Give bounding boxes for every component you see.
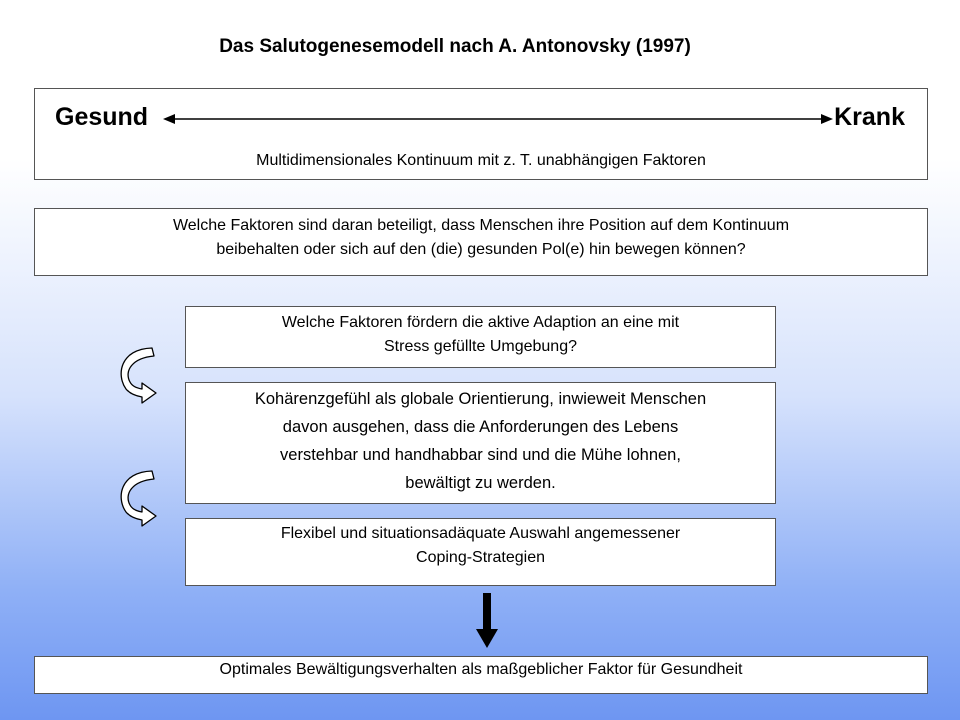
result-box: Optimales Bewältigungsverhalten als maßgeblicher Faktor für Gesundheit (34, 656, 928, 694)
adaption-line-1: Welche Faktoren fördern die aktive Adaption an eine mit (281, 314, 680, 331)
koharenz-line-1: Kohärenzgefühl als globale Orientierung, inwieweit Menschen (254, 390, 707, 408)
diagram-title: Das Salutogenesemodell nach A. Antonovsky (1997) (219, 36, 691, 57)
koharenz-line-3: verstehbar und handhabbar sind und die Mühe lohnen, (280, 446, 681, 464)
pole-gesund-label: Gesund (55, 103, 149, 131)
koharenz-line-2: davon ausgehen, dass die Anforderungen des Lebens (282, 418, 679, 436)
adaption-box (185, 306, 776, 368)
question-line-2: beibehalten oder sich auf den (die) gesunden Pol(e) hin bewegen können? (216, 241, 746, 258)
question-box (34, 208, 928, 276)
coping-line-2: Coping-Strategien (416, 549, 545, 566)
coping-box (185, 518, 776, 586)
double-arrow-icon (163, 111, 833, 127)
curved-arrow-icon (114, 345, 162, 407)
adaption-line-2: Stress gefüllte Umgebung? (384, 338, 577, 355)
koharenz-box (185, 382, 776, 504)
continuum-caption: Multidimensionales Kontinuum mit z. T. unabhängigen Faktoren (256, 152, 706, 169)
down-arrow-icon (474, 593, 500, 649)
pole-krank-label: Krank (834, 103, 905, 131)
question-line-1: Welche Faktoren sind daran beteiligt, dass Menschen ihre Position auf dem Kontinuum (172, 217, 790, 234)
continuum-box (34, 88, 928, 180)
curved-arrow-icon (114, 468, 162, 530)
coping-line-1: Flexibel und situationsadäquate Auswahl angemessener (280, 525, 681, 542)
koharenz-line-4: bewältigt zu werden. (405, 474, 556, 492)
